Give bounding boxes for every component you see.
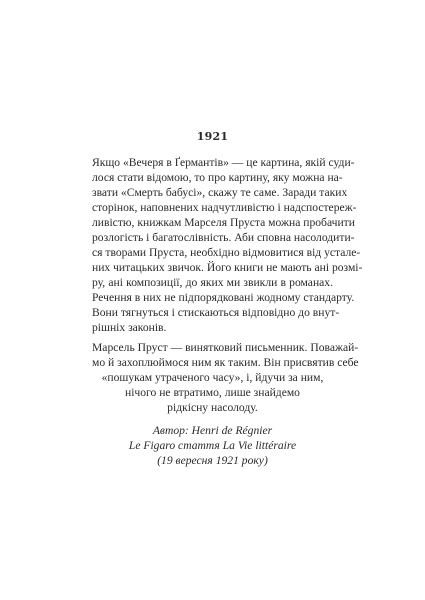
section-year-heading: 1921 (196, 130, 229, 143)
text-line: Вони тягнуться і стискаються відповідно до внут- (92, 306, 340, 319)
text-line: ся творами Пруста, необхідно відмовитися від устале- (92, 246, 361, 259)
text-line: «пошукам утраченого часу», і, йдучи за ним, (101, 371, 324, 384)
text-line: Якщо «Вечеря в Ґермантів» — це картина, якій суди- (92, 156, 355, 169)
paragraph-conclusion-text (92, 340, 359, 415)
text-line: звати «Смерть бабусі», скажу те саме. Заради таких (92, 186, 348, 199)
text-line: ру, ані композиції, до яких ми звикли в романах. (92, 276, 333, 289)
text-line: лося стати відомою, то про картину, яку можна на- (92, 171, 343, 184)
text-line: сторінок, наповнених надчутливістю і надспостереж- (92, 201, 357, 214)
text-line: розлогість і багатослівність. Аби сповна насолодити- (92, 231, 355, 244)
attribution-author: Автор: Henri de Régnier (152, 424, 273, 437)
text-line: них читацьких звичок. Його книги не мають ані розмі- (92, 261, 363, 274)
text-line: нічого не втратимо, лише знайдемо (125, 386, 300, 399)
text-line: Речення в них не підпорядковані жодному стандарту. (92, 291, 355, 304)
attribution-block (92, 423, 333, 468)
text-line: рідкісну насолоду. (167, 401, 258, 414)
text-line: Марсель Пруст — винятковий письменник. Поважай- (92, 341, 359, 354)
attribution-date: (19 вересня 1921 року) (157, 454, 268, 467)
attribution-source: Le Figaro стаття La Vie littéraire (128, 439, 297, 452)
paragraph-review-text (92, 155, 363, 335)
text-line: рішніх законів. (92, 321, 167, 334)
text-line: мо й захоплюймося ним як таким. Він присвятив себе (92, 356, 359, 369)
text-line: ливістю, книжкам Марселя Пруста можна пробачити (92, 216, 355, 229)
